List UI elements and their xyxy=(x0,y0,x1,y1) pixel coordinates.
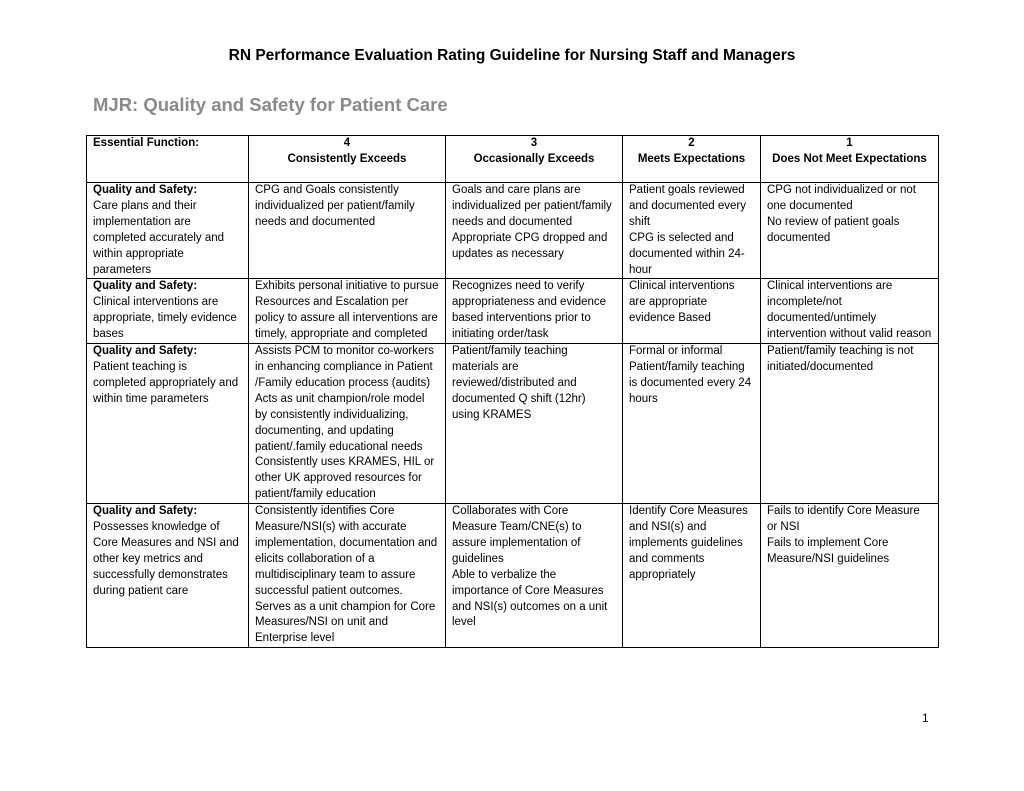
section-heading: MJR: Quality and Safety for Patient Care xyxy=(93,94,448,115)
rating-label: Does Not Meet Expectations xyxy=(772,152,927,165)
cell-line: Assists PCM to monitor co-workers in enhancing compliance in Patient /Family education process (audits) xyxy=(255,345,434,389)
essential-function-cell xyxy=(87,279,249,344)
essential-function-cell xyxy=(87,344,249,504)
rating-label: Meets Expectations xyxy=(637,152,746,165)
cell-line: No review of patient goals documented xyxy=(767,215,900,244)
cell-line: Patient/family teaching is not initiated/documented xyxy=(767,345,914,373)
rating-2-cell xyxy=(623,279,761,344)
rating-3-cell xyxy=(446,279,623,344)
cell-line: Clinical interventions are appropriate evidence Based xyxy=(629,280,735,325)
rating-1-cell xyxy=(761,344,939,504)
cell-line: Able to verbalize the importance of Core Measures and NSI(s) outcomes on a unit level xyxy=(452,568,608,629)
cell-line: CPG and Goals consistently individualized per patient/family needs and documented xyxy=(255,184,415,228)
cell-line: Goals and care plans are individualized per patient/family needs and documented xyxy=(452,184,612,228)
essential-function-cell xyxy=(87,183,249,279)
cell-line: Fails to identify Core Measure or NSI xyxy=(767,505,920,534)
rating-4-cell xyxy=(249,279,446,344)
rating-number: 1 xyxy=(846,137,853,149)
rating-label: Occasionally Exceeds xyxy=(473,152,595,165)
rating-3-cell xyxy=(446,344,623,504)
rating-number: 4 xyxy=(343,137,351,149)
table-header-row xyxy=(87,136,939,183)
rating-label: Consistently Exceeds xyxy=(287,152,407,165)
cell-line: Consistently identifies Core Measure/NSI(s) with accurate implementation, documentation and elicits collaboration of a multidisciplinary team to assure successful patient outcomes. xyxy=(255,505,438,597)
row-heading: Quality and Safety: xyxy=(93,345,198,358)
rating-4-cell xyxy=(249,183,446,279)
cell-line: Serves as a unit champion for Core Measures/NSI on unit and Enterprise level xyxy=(255,600,436,645)
row-heading: Quality and Safety: xyxy=(93,280,198,293)
header-essential-function: Essential Function: xyxy=(87,136,249,183)
cell-line: Recognizes need to verify appropriateness and evidence based interventions prior to initiating order/task xyxy=(452,280,607,341)
header-rating-2 xyxy=(623,136,761,183)
essential-function-cell xyxy=(87,504,249,648)
rating-2-cell xyxy=(623,183,761,279)
cell-line: Consistently uses KRAMES, HIL or other UK approved resources for patient/family education xyxy=(255,456,435,501)
rating-3-cell xyxy=(446,504,623,648)
rating-1-cell xyxy=(761,504,939,648)
table-row xyxy=(87,183,939,279)
cell-line: Collaborates with Core Measure Team/CNE(s) to assure implementation of guidelines xyxy=(452,505,582,565)
cell-line: CPG is selected and documented within 24-hour xyxy=(629,231,745,276)
header-rating-1 xyxy=(761,136,939,183)
rating-2-cell xyxy=(623,344,761,504)
header-rating-3 xyxy=(446,136,623,183)
cell-line: Fails to implement Core Measure/NSI guidelines xyxy=(767,536,890,565)
cell-line: Patient goals reviewed and documented every shift xyxy=(629,184,746,228)
cell-line: Acts as unit champion/role model by consistently individualizing, documenting, and updating patient/.family educational needs xyxy=(255,392,425,453)
cell-line: Formal or informal Patient/family teaching is documented every 24 hours xyxy=(629,345,752,405)
cell-line: Appropriate CPG dropped and updates as necessary xyxy=(452,231,608,260)
cell-line: CPG not individualized or not one documented xyxy=(767,184,916,212)
cell-line: Clinical interventions are incomplete/not documented/untimely intervention without valid reason xyxy=(767,280,932,341)
row-heading: Quality and Safety: xyxy=(93,505,198,518)
rating-3-cell xyxy=(446,183,623,279)
rating-1-cell xyxy=(761,183,939,279)
page-number: 1 xyxy=(922,711,929,725)
cell-line: Patient/family teaching materials are reviewed/distributed and documented Q shift (12hr) using KRAMES xyxy=(452,345,586,421)
rating-1-cell xyxy=(761,279,939,344)
cell-line: Exhibits personal initiative to pursue Resources and Escalation per policy to assure all interventions are timely, appropriate and completed xyxy=(255,280,439,341)
row-description: Care plans and their implementation are completed accurately and within appropriate parameters xyxy=(93,199,225,276)
row-description: Patient teaching is completed appropriately and within time parameters xyxy=(93,360,239,405)
cell-line: Identify Core Measures and NSI(s) and implements guidelines and comments appropriately xyxy=(629,505,748,581)
rating-4-cell xyxy=(249,344,446,504)
rating-number: 3 xyxy=(530,137,538,149)
header-rating-4 xyxy=(249,136,446,183)
rating-4-cell xyxy=(249,504,446,648)
row-description: Clinical interventions are appropriate, timely evidence bases xyxy=(93,296,237,341)
table-row xyxy=(87,504,939,648)
rating-table xyxy=(86,135,939,648)
row-description: Possesses knowledge of Core Measures and NSI and other key metrics and successfully demonstrates during patient care xyxy=(93,521,239,597)
document-title: RN Performance Evaluation Rating Guideline for Nursing Staff and Managers xyxy=(228,47,796,64)
table-row xyxy=(87,279,939,344)
rating-2-cell xyxy=(623,504,761,648)
rating-number: 2 xyxy=(688,137,695,149)
table-row xyxy=(87,344,939,504)
row-heading: Quality and Safety: xyxy=(93,184,198,196)
